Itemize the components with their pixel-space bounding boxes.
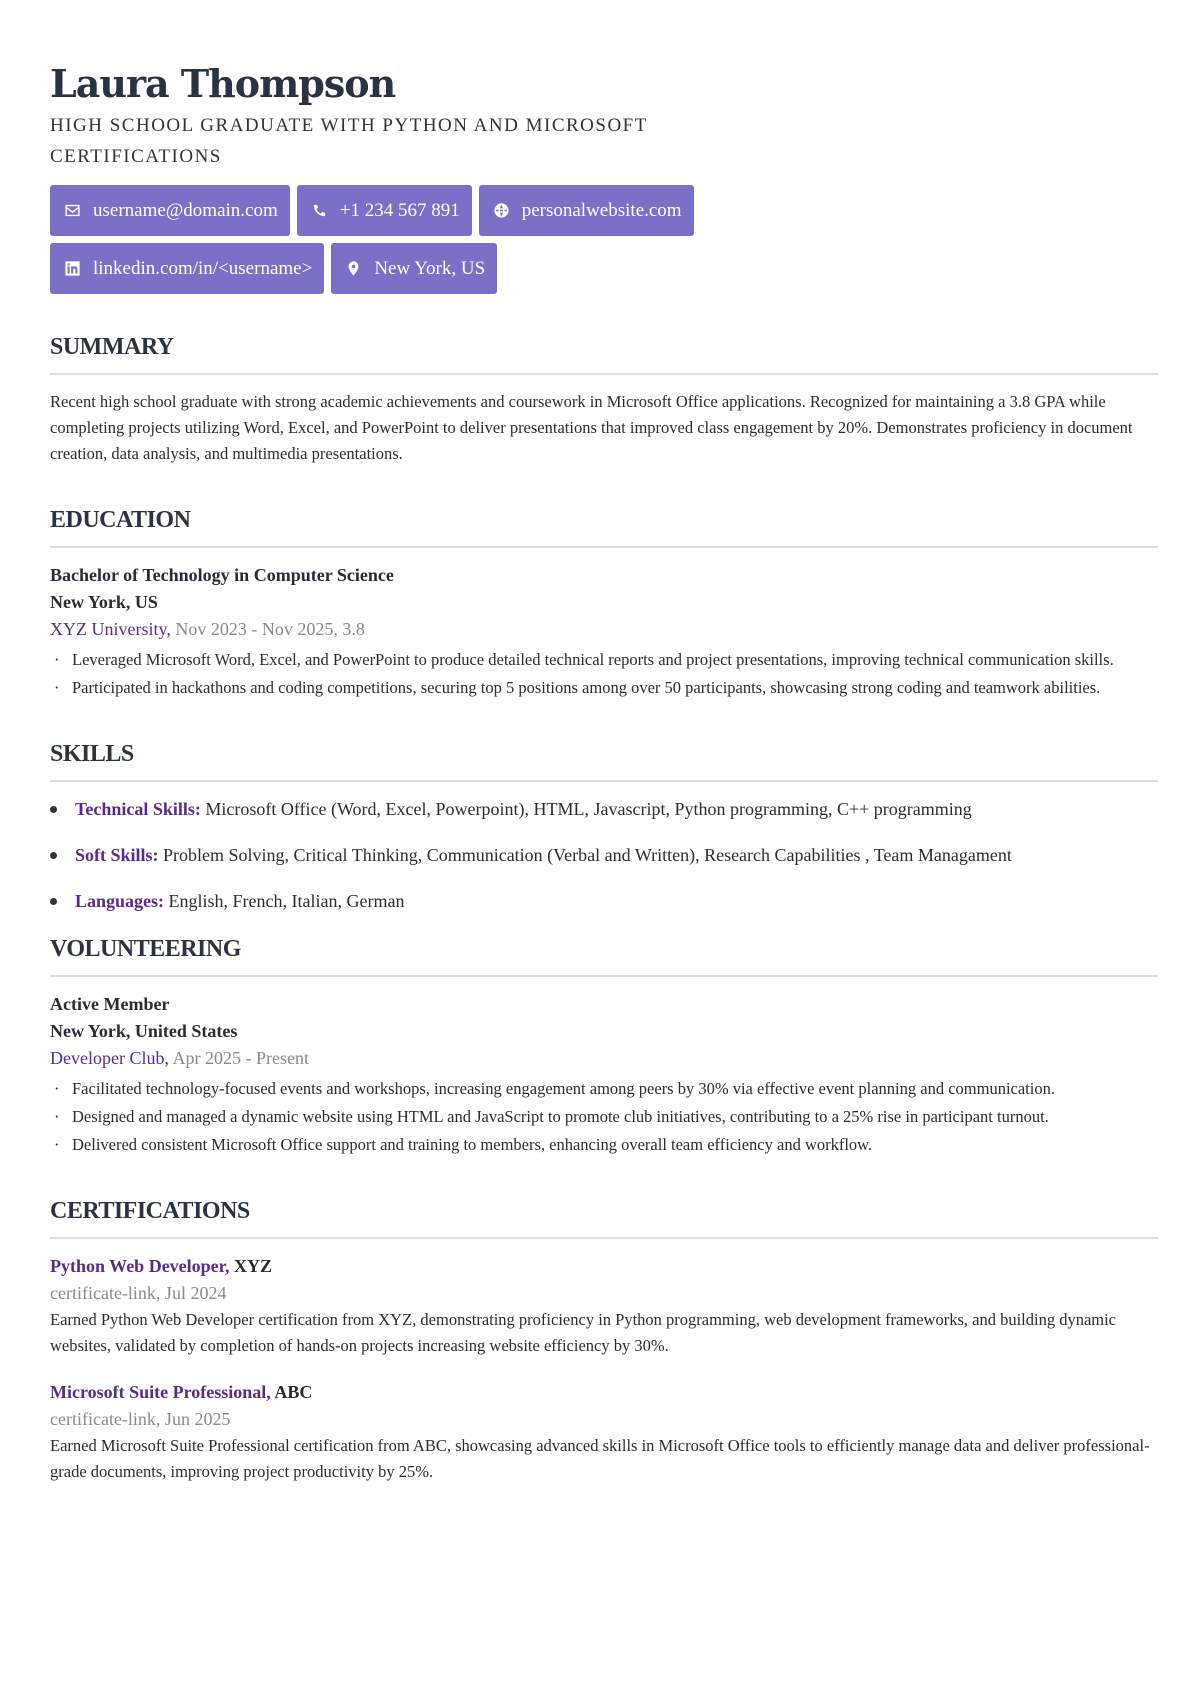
contact-chips [50,185,850,294]
globe-icon [493,202,510,219]
phone-link[interactable] [297,185,472,236]
certificate-link[interactable]: certificate-link, Jun 2025 [50,1409,231,1429]
phone-text: +1 234 567 891 [339,199,460,221]
list-item: · Designed and managed a dynamic website using HTML and JavaScript to promote club initiatives, contributing to a 25% rise in participant turnout. [50,1104,1158,1130]
divider [50,1237,1158,1239]
section-title: CERTIFICATIONS [50,1198,250,1224]
skill-item [50,796,1158,822]
education-location: New York, US [50,592,158,612]
certification-issuer: ABC [274,1382,313,1402]
certifications-section [50,1196,1158,1485]
candidate-headline: HIGH SCHOOL GRADUATE WITH PYTHON AND MICROSOFT CERTIFICATIONS [50,115,648,167]
certification-description: Earned Microsoft Suite Professional certification from ABC, showcasing advanced skills in Microsoft Office tools to efficiently manage data and deliver professional-grade documents, improving project productivity by 25%. [50,1436,1150,1481]
summary-section [50,332,1158,467]
skill-value: Problem Solving, Critical Thinking, Communication (Verbal and Written), Research Capabilities , Team Managament [163,845,1012,865]
list-item: · Participated in hackathons and coding competitions, securing top 5 positions among over 50 participants, showcasing strong coding and teamwork abilities. [50,675,1158,701]
certificate-link[interactable]: certificate-link, Jul 2024 [50,1283,227,1303]
linkedin-icon [64,260,81,277]
list-item: · Leveraged Microsoft Word, Excel, and PowerPoint to produce detailed technical reports and project presentations, improving technical communication skills. [50,647,1158,673]
skill-item [50,842,1158,868]
divider [50,546,1158,548]
volunteer-dates: Apr 2025 - Present [172,1048,309,1068]
divider [50,373,1158,375]
section-title: SUMMARY [50,334,174,360]
certification-issuer: XYZ [234,1256,273,1276]
email-link[interactable] [50,185,290,236]
phone-icon [311,202,328,219]
volunteer-role: Active Member [50,994,170,1014]
list-item: · Facilitated technology-focused events and workshops, increasing engagement among peers by 30% via effective event planning and communication. [50,1076,1158,1102]
summary-text: Recent high school graduate with strong academic achievements and coursework in Microsoft Office applications. Recognized for maintaining a 3.8 GPA while completing projects utilizing Word, Excel, and PowerPoint to deliver presentations that improved class engagement by 20%. Demonstrates proficiency in document creation, data analysis, and multimedia presentations. [50,392,1133,463]
section-title: EDUCATION [50,507,191,533]
certification-name: Microsoft Suite Professional, [50,1382,271,1402]
education-bullets [50,647,1158,701]
resume [50,62,1158,1485]
certification-item [50,1253,1158,1359]
skill-label: Soft Skills: [75,845,159,865]
school-name: XYZ University, [50,619,171,639]
location-text: New York, US [374,257,486,279]
skills-list [50,796,1158,914]
certification-name: Python Web Developer, [50,1256,230,1276]
website-text: personalwebsite.com [521,199,682,221]
skill-item [50,888,1158,914]
education-section [50,505,1158,701]
divider [50,975,1158,977]
list-item: · Delivered consistent Microsoft Office support and training to members, enhancing overall team efficiency and workflow. [50,1132,1158,1158]
mail-icon [64,202,81,219]
volunteer-bullets [50,1076,1158,1158]
degree: Bachelor of Technology in Computer Science [50,565,394,585]
location-icon [345,260,362,277]
divider [50,780,1158,782]
linkedin-text: linkedin.com/in/<username> [93,257,313,279]
section-title: SKILLS [50,741,134,767]
education-details: Nov 2023 - Nov 2025, 3.8 [175,619,365,639]
organization-name: Developer Club, [50,1048,169,1068]
linkedin-link[interactable] [50,243,324,294]
website-link[interactable] [479,185,694,236]
volunteering-section [50,934,1158,1158]
skills-section [50,739,1158,914]
section-title: VOLUNTEERING [50,936,241,962]
certification-description: Earned Python Web Developer certification from XYZ, demonstrating proficiency in Python programming, web development frameworks, and building dynamic websites, validated by completion of hands-on projects increasing website efficiency by 30%. [50,1310,1117,1355]
skill-label: Languages: [75,891,165,911]
skill-value: English, French, Italian, German [168,891,405,911]
skill-label: Technical Skills: [75,799,201,819]
certification-item [50,1379,1158,1485]
skill-value: Microsoft Office (Word, Excel, Powerpoint), HTML, Javascript, Python programming, C++ programming [205,799,972,819]
location-chip[interactable] [331,243,497,294]
candidate-name: Laura Thompson [50,61,396,106]
email-text: username@domain.com [93,199,278,221]
volunteer-location: New York, United States [50,1021,238,1041]
